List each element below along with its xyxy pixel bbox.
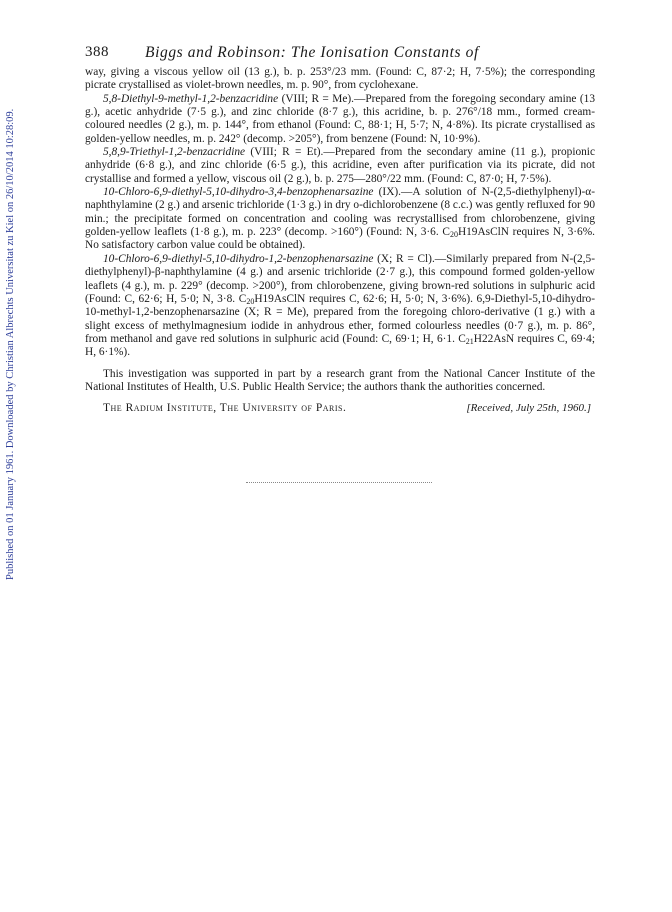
acknowledgement-text: This investigation was supported in part by a research grant from the National Cancer Institute of the National Institutes of Health, U.S. Public Health Service; the authors thank the authorities concerned. [85,367,595,393]
download-notice-text: Published on 01 January 1961. Downloaded by Christian Albrechts Universitat zu Kiel on 26/10/2014 10:28:09. [5,108,16,580]
page-number: 388 [85,44,109,60]
acknowledgement [85,368,595,395]
end-rule [246,482,432,483]
download-notice [3,100,17,580]
paragraph-1 [85,66,595,93]
affiliation-line [85,402,595,416]
article-body [85,66,595,416]
paragraph-3 [85,146,595,186]
paragraph-4-text: (IX).—A solution of N-(2,5-diethylphenyl)-α-naphthylamine (2 g.) and arsenic trichloride (1·3 g.) in dry o-dichlorobenzene (8 c.c.) was gently refluxed for 90 min.; the precipitate formed on concentration and cooling was recrystallised from chlorobenzene, giving golden-yellow leaflets (1·8 g.), m. p. 223° (decomp. >160°) (Found: N, 3·6. $C_{20}H19AsClN$ requires N, 3·6%. No satisfactory carbon value could be obtained). [85,186,596,252]
paragraph-1-text: way, giving a viscous yellow oil (13 g.), b. p. 253°/23 mm. (Found: C, 87·2; H, 7·5%); the corresponding picrate crystallised as violet-brown needles, m. p. 90°, from cyclohexane. [85,66,595,92]
paragraph-4 [85,186,595,253]
received-date: [Received, July 25th, 1960.] [466,402,591,415]
compound-name: 5,8-Diethyl-9-methyl-1,2-benzacridine [103,92,279,105]
paragraph-5 [85,253,595,360]
institute: The Radium Institute, The University of Paris. [103,402,347,415]
page-header [85,44,605,64]
compound-name: 5,8,9-Triethyl-1,2-benzacridine [103,146,246,159]
paragraph-3-text: (VIII; R = Et).—Prepared from the secondary amine (11 g.), propionic anhydride (6·8 g.), and zinc chloride (6·5 g.), this acridine, even after purification via its picrate, did not crystallise and formed a yellow, viscous oil (2 g.), b. p. 275—280°/22 mm. (Found: C, 87·0; H, 7·5%). [85,146,595,185]
compound-name: 10-Chloro-6,9-diethyl-5,10-dihydro-3,4-benzophenarsazine [103,186,374,199]
running-title: Biggs and Robinson: The Ionisation Constants of [145,44,479,61]
compound-name: 10-Chloro-6,9-diethyl-5,10-dihydro-1,2-benzophenarsazine [103,252,374,265]
paragraph-2 [85,93,595,146]
paragraph-2-text: (VIII; R = Me).—Prepared from the foregoing secondary amine (13 g.), acetic anhydride (7·5 g.), and zinc chloride (8·7 g.), this acridine, b. p. 276°/18 mm., formed cream-coloured needles (2 g.), m. p. 144°, from ethanol (Found: C, 88·1; H, 5·7; N, 4·8%). Its picrate crystallised as golden-yellow needles, m. p. 242° (decomp. >205°), from benzene (Found: N, 10·9%). [85,92,595,145]
paragraph-5-text: (X; R = Cl).—Similarly prepared from N-(2,5-diethylphenyl)-β-naphthylamine (4 g.) and arsenic trichloride (2·7 g.), this compound formed golden-yellow leaflets (4 g.), m. p. 229° (decomp. >200°), from chlorobenzene, giving brown-red solutions in sulphuric acid (Found: C, 62·6; H, 5·0; N, 3·8. $C_{20}H19AsClN$ requires C, 62·6; H, 5·0; N, 3·6%). 6,9-Diethyl-5,10-dihydro-10-methyl-1,2-benzophenarsazine (X; R = Me), prepared from the foregoing chloro-derivative (1 g.) with a slight excess of methylmagnesium iodide in anhydrous ether, formed colourless needles (0·7 g.), m. p. 86°, from methanol and gave red solutions in sulphuric acid (Found: C, 69·1; H, 6·1. $C_{21}H22AsN$ requires C, 69·4; H, 6·1%). [85,252,595,359]
